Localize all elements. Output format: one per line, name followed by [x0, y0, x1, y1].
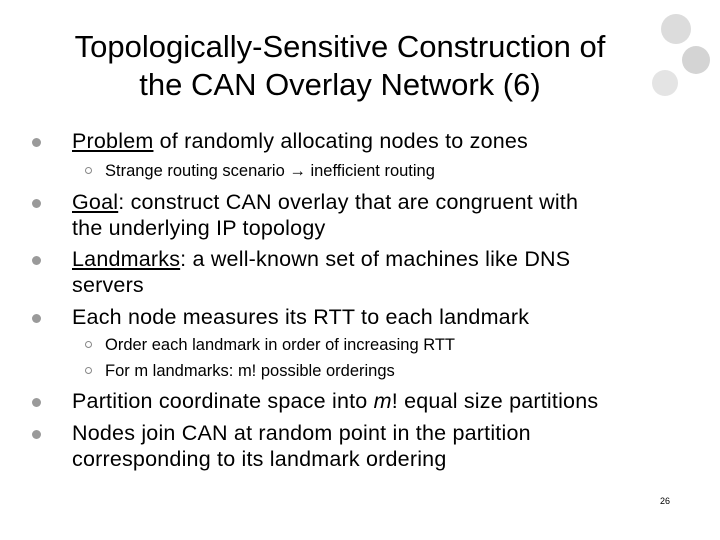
bullet-keyword: Problem: [72, 129, 154, 153]
sub-bullet-orderings: [105, 361, 665, 381]
bullet-text: of randomly allocating nodes to zones: [153, 129, 528, 153]
bullet-text: Nodes join CAN at random point in the partition: [72, 421, 531, 445]
sub-bullet-ring-icon: [85, 367, 92, 374]
bullet-landmarks: [72, 246, 672, 298]
bullet-variable: m: [373, 389, 392, 413]
arrow-icon: →: [289, 162, 306, 180]
bullet-dot-icon: [32, 199, 41, 208]
sub-bullet-ring-icon: [85, 341, 92, 348]
bullet-text: For m landmarks: m! possible orderings: [105, 362, 395, 380]
bullet-dot-icon: [32, 430, 41, 439]
bullet-problem: [72, 128, 672, 154]
sub-bullet-strange-routing: [105, 161, 665, 181]
bullet-text: Each node measures its RTT to each landmark: [72, 305, 530, 329]
bullet-text: inefficient routing: [305, 162, 435, 180]
bullet-text: Order each landmark in order of increasing RTT: [105, 336, 456, 354]
bullet-partition: [72, 388, 672, 414]
bullet-text: Strange routing scenario: [105, 162, 290, 180]
page-number: 26: [660, 496, 671, 506]
bullet-text: : construct CAN overlay that are congruent with: [118, 190, 579, 214]
bullet-dot-icon: [32, 314, 41, 323]
bullet-rtt: [72, 304, 672, 330]
bullet-text: Partition coordinate space into: [72, 389, 374, 413]
bullet-goal: [72, 189, 672, 241]
bullet-text-continued: the underlying IP topology: [72, 216, 326, 240]
bullet-text-continued: servers: [72, 273, 144, 297]
sub-bullet-order-landmarks: [105, 335, 665, 355]
bullet-text: ! equal size partitions: [391, 389, 599, 413]
sub-bullet-ring-icon: [85, 167, 92, 174]
title-line-1: Topologically-Sensitive Construction of: [74, 29, 606, 64]
bullet-text: : a well-known set of machines like DNS: [180, 247, 571, 271]
bullet-dot-icon: [32, 138, 41, 147]
bullet-keyword: Goal: [72, 190, 119, 214]
bullet-dot-icon: [32, 398, 41, 407]
bullet-keyword: Landmarks: [72, 247, 181, 271]
title-line-2: the CAN Overlay Network (6): [139, 67, 541, 102]
bullet-text-continued: corresponding to its landmark ordering: [72, 447, 447, 471]
bullet-dot-icon: [32, 256, 41, 265]
bullet-join: [72, 420, 672, 472]
